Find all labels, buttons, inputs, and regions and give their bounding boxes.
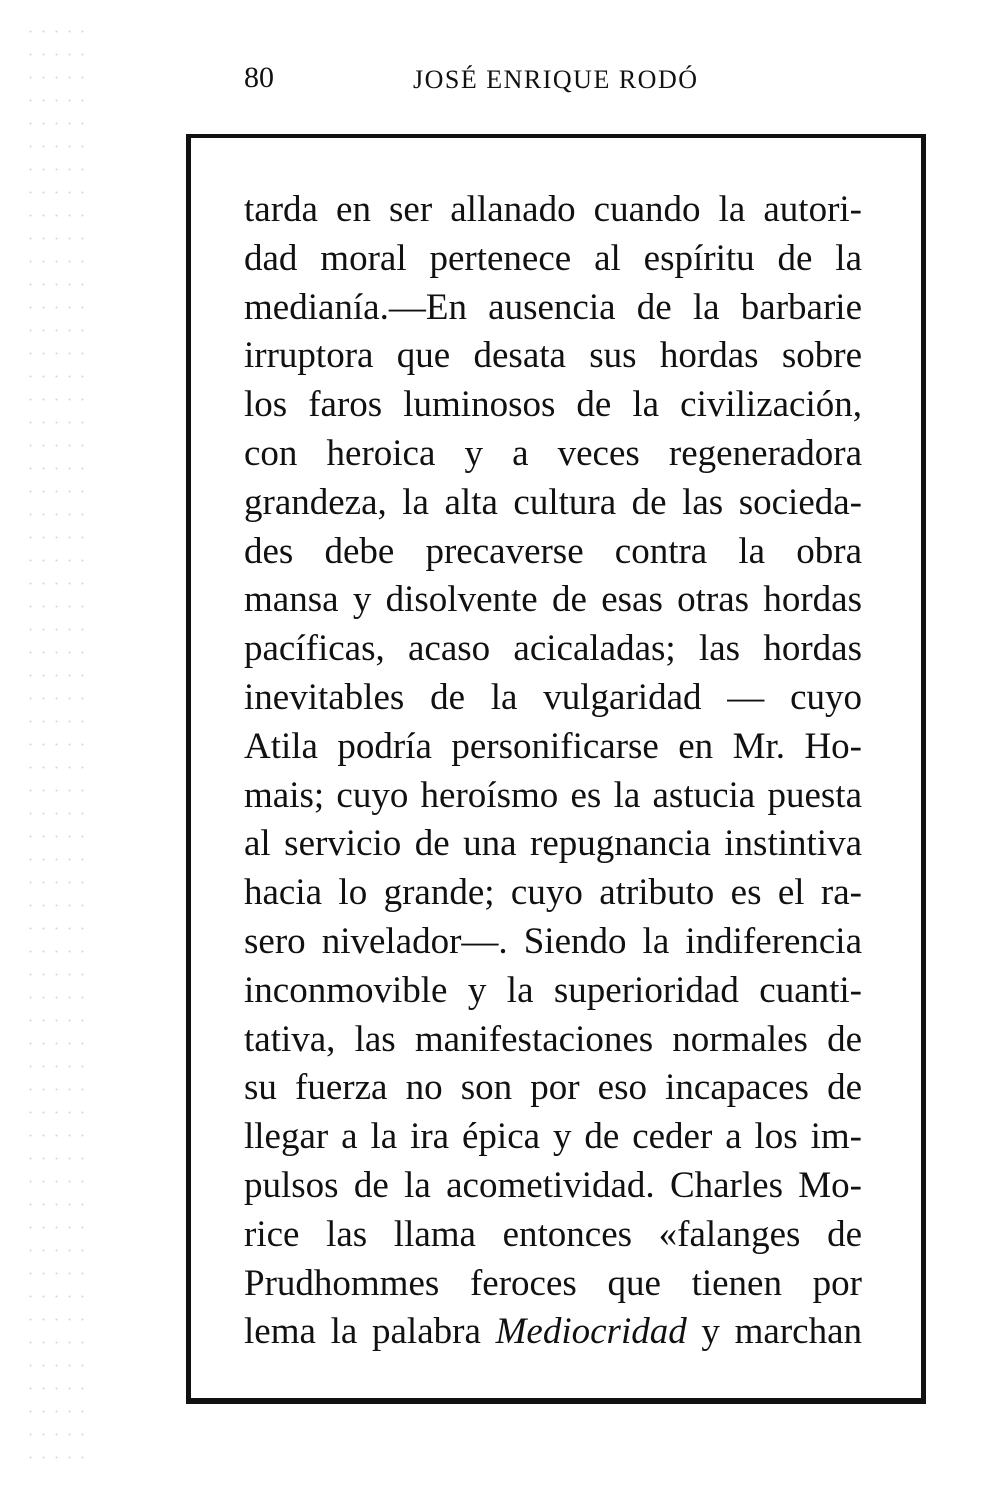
text-line: pacíficas, acaso acicaladas; las hordas	[244, 628, 862, 670]
last-line-start: lema la palabra	[244, 1311, 496, 1353]
text-line: al servicio de una repugnancia instintiva	[244, 823, 862, 865]
text-line: inevitables de la vulgaridad — cuyo	[244, 676, 862, 718]
text-line: des debe precaverse contra la obra	[244, 530, 862, 572]
text-line: los faros luminosos de la civilización,	[244, 384, 862, 426]
text-line: pulsos de la acometividad. Charles Mo-	[244, 1164, 862, 1206]
page-number: 80	[244, 61, 274, 94]
text-line: medianía.—En ausencia de la barbarie	[244, 286, 862, 328]
text-line: irruptora que desata sus hordas sobre	[244, 335, 862, 377]
text-line: su fuerza no son por eso incapaces de	[244, 1067, 862, 1109]
text-line: rice las llama entonces «falanges de	[244, 1213, 862, 1255]
body-text	[244, 186, 862, 1357]
text-line: Atila podría personificarse en Mr. Ho-	[244, 725, 862, 767]
text-line: llegar a la ira épica y de ceder a los im-	[244, 1116, 862, 1158]
text-line: mansa y disolvente de esas otras hordas	[244, 579, 862, 621]
text-line: grandeza, la alta cultura de las socieda-	[244, 481, 862, 523]
text-line: mais; cuyo heroísmo es la astucia puesta	[244, 774, 862, 816]
text-line: sero nivelador—. Siendo la indiferencia	[244, 920, 862, 962]
running-head: JOSÉ ENRIQUE RODÓ	[413, 65, 699, 94]
last-line-end: y marchan	[686, 1311, 862, 1353]
text-line: inconmovible y la superioridad cuanti-	[244, 969, 862, 1011]
scan-margin-specks	[24, 20, 84, 1470]
italic-word-mediocridad: Mediocridad	[495, 1311, 687, 1353]
text-line: Prudhommes feroces que tienen por	[244, 1262, 862, 1304]
text-line-last	[244, 1308, 862, 1357]
text-line: con heroica y a veces regeneradora	[244, 432, 862, 474]
text-line: hacia lo grande; cuyo atributo es el ra-	[244, 872, 862, 914]
text-line: dad moral pertenece al espíritu de la	[244, 237, 862, 279]
text-line: tativa, las manifestaciones normales de	[244, 1018, 862, 1060]
text-line: tarda en ser allanado cuando la autori-	[244, 189, 862, 230]
